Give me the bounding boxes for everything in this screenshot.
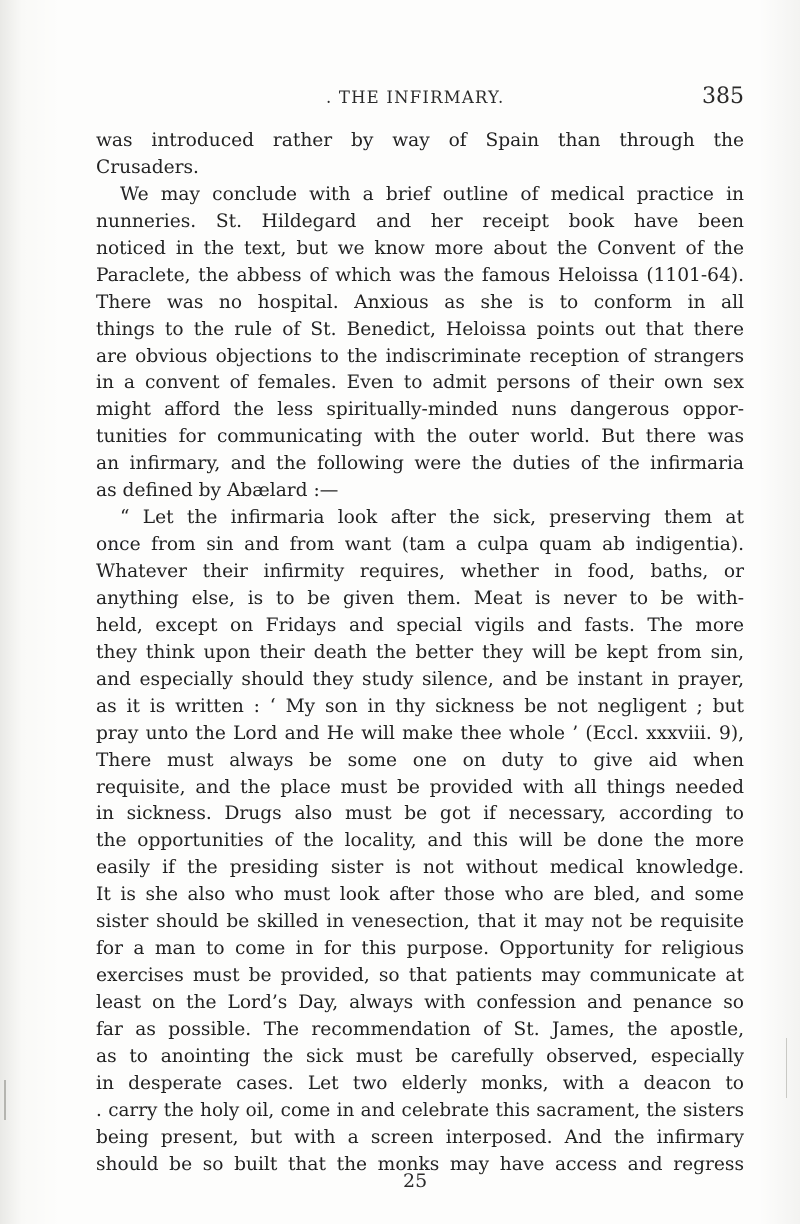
page-edge-speck [786,1038,787,1098]
text-line: requisite, and the place must be provided with all things needed [96,776,744,798]
page-edge-shadow [4,1080,6,1120]
text-line: “ Let the infirmaria look after the sick, preserving them at [120,507,744,529]
text-line: and especially should they study silence, and be instant in prayer, [96,668,744,690]
text-line: for a man to come in for this purpose. Opportunity for religious [96,938,744,960]
text-line: noticed in the text, but we know more about the Convent of the [96,237,744,259]
text-line: as defined by Abælard :— [96,480,339,502]
text-line: as it is written : ‘ My son in thy sickness be not negligent ; but [96,695,744,717]
text-line: an infirmary, and the following were the duties of the infirmaria [96,453,744,475]
body-text [96,128,744,1179]
text-line: We may conclude with a brief outline of medical practice in [120,183,744,205]
text-line: Whatever their infirmity requires, whether in food, baths, or [96,561,744,582]
text-line: things to the rule of St. Benedict, Heloissa points out that there [96,318,744,340]
text-line: tunities for communicating with the outer world. But there was [96,426,744,448]
text-line: was introduced rather by way of Spain than through the [96,130,744,151]
page-number: 385 [702,84,744,109]
text-line: once from sin and from want (tam a culpa quam ab indigentia). [96,534,744,556]
running-head [0,84,800,114]
text-line: There was no hospital. Anxious as she is to conform in all [96,291,744,313]
text-line: might afford the less spiritually-minded nuns dangerous oppor- [96,399,744,421]
text-line: are obvious objections to the indiscriminate reception of strangers [96,345,744,367]
text-line: least on the Lord’s Day, always with confession and penance so [96,992,744,1013]
text-line: pray unto the Lord and He will make thee whole ’ (Eccl. xxxviii. 9), [96,722,744,744]
text-line: . carry the holy oil, come in and celebrate this sacrament, the sisters [96,1099,744,1121]
text-line: It is she also who must look after those who are bled, and some [96,884,744,906]
text-line: exercises must be provided, so that patients may communicate at [96,965,744,987]
text-line: being present, but with a screen interposed. And the infirmary [96,1126,744,1148]
text-line: in a convent of females. Even to admit persons of their own sex [96,372,744,394]
text-line: in desperate cases. Let two elderly monks, with a deacon to [96,1072,744,1094]
text-line: Paraclete, the abbess of which was the famous Heloissa (1101-64). [96,264,744,286]
text-line: held, except on Fridays and special vigils and fasts. The more [96,614,744,636]
text-line: There must always be some one on duty to give aid when [96,749,744,771]
text-line: in sickness. Drugs also must be got if necessary, according to [96,803,744,825]
text-line: they think upon their death the better they will be kept from sin, [96,641,744,663]
text-line: far as possible. The recommendation of St. James, the apostle, [96,1018,744,1040]
text-line: as to anointing the sick must be carefully observed, especially [96,1045,744,1067]
signature-mark: 25 [403,1170,428,1192]
text-line: sister should be skilled in venesection, that it may not be requisite [96,911,744,933]
text-line: easily if the presiding sister is not without medical knowledge. [96,857,744,879]
text-line: Crusaders. [96,156,199,178]
text-line: nunneries. St. Hildegard and her receipt book have been [96,210,744,232]
running-title: . THE INFIRMARY. [326,88,505,107]
text-line: should be so built that the monks may have access and regress [96,1153,744,1175]
text-line: the opportunities of the locality, and this will be done the more [96,830,744,852]
text-line: anything else, is to be given them. Meat is never to be with- [96,587,744,609]
